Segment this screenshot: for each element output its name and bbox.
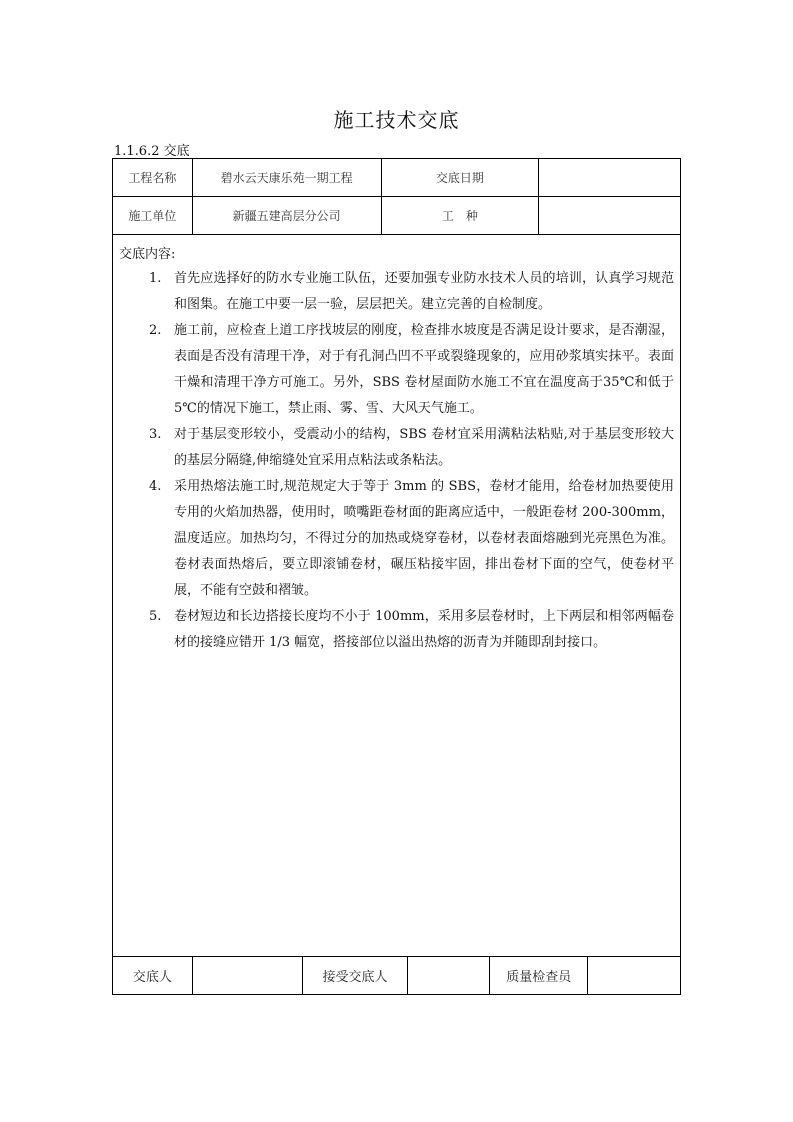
item-text: 首先应选择好的防水专业施工队伍，还要加强专业防水技术人员的培训，认真学习规范和图集。在施工中要一层一验，层层把关。建立完善的自检制度。 [174, 271, 674, 312]
receiver-value [408, 957, 490, 995]
work-type-label: 工 种 [381, 197, 539, 235]
item-number: 2. [149, 323, 162, 338]
inspector-label: 质量检查员 [490, 957, 588, 995]
project-name-label: 工程名称 [113, 159, 193, 197]
content-list [113, 266, 680, 656]
table-row [113, 957, 681, 995]
work-type-value [539, 197, 681, 235]
list-item [113, 266, 680, 318]
item-number: 5. [149, 609, 162, 624]
item-number: 3. [149, 427, 162, 442]
item-number: 1. [149, 271, 162, 286]
list-item [113, 474, 680, 604]
table-row [113, 197, 681, 235]
project-info-table [112, 158, 681, 235]
construction-unit-value: 新疆五建高层分公司 [192, 197, 381, 235]
receiver-label: 接受交底人 [302, 957, 408, 995]
disclosure-date-value [539, 159, 681, 197]
disclosure-date-label: 交底日期 [381, 159, 539, 197]
item-number: 4. [149, 479, 162, 494]
item-text: 卷材短边和长边搭接长度均不小于 100mm，采用多层卷材时，上下两层和相邻两幅卷材的接缝应错开 1/3 幅宽，搭接部位以溢出热熔的沥青为并随即刮封接口。 [174, 609, 674, 650]
disclosure-content [112, 235, 681, 956]
item-text: 对于基层变形较小，受震动小的结构，SBS 卷材宜采用满粘法粘贴,对于基层变形较大的基层分隔缝,伸缩缝处宜采用点粘法或条粘法。 [174, 427, 674, 468]
signature-table [112, 956, 681, 995]
document-title: 施工技术交底 [333, 108, 460, 132]
item-text: 施工前，应检查上道工序找坡层的刚度，检查排水坡度是否满足设计要求，是否潮湿，表面是否没有清理干净，对于有孔洞凸凹不平或裂缝现象的，应用砂浆填实抹平。表面干燥和清理干净方可施工。另外，SBS 卷材屋面防水施工不宜在温度高于35℃和低于 5℃的情况下施工，禁止雨、雾、雪、大风天气施工。 [174, 323, 674, 416]
list-item [113, 422, 680, 474]
inspector-value [588, 957, 681, 995]
discloser-label: 交底人 [113, 957, 193, 995]
list-item [113, 318, 680, 422]
list-item [113, 604, 680, 656]
content-label: 交底内容: [119, 247, 176, 262]
section-label: 1.1.6.2 交底 [114, 144, 190, 159]
construction-unit-label: 施工单位 [113, 197, 193, 235]
discloser-value [192, 957, 302, 995]
item-text: 采用热熔法施工时,规范规定大于等于 3mm 的 SBS，卷材才能用，给卷材加热要使用专用的火焰加热器，使用时，喷嘴距卷材面的距离应适中，一般距卷材 200-300mm，温度适应。加热均匀，不得过分的加热或烧穿卷材，以卷材表面熔融到光亮黑色为准。卷材表面热熔后，要立即滚铺卷材，碾压粘接牢固，排出卷材下面的空气，使卷材平展，不能有空鼓和褶皱。 [174, 479, 674, 598]
project-name-value: 碧水云天康乐苑一期工程 [192, 159, 381, 197]
table-row [113, 159, 681, 197]
